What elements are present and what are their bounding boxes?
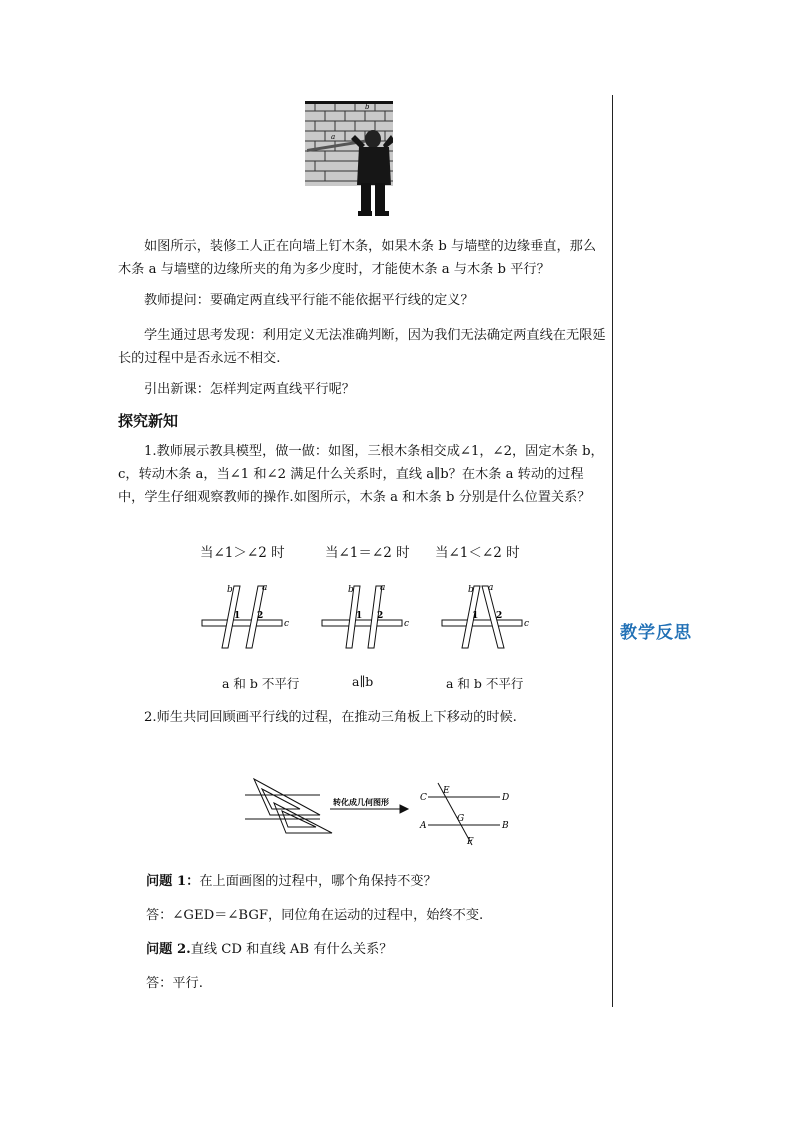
answer-1-label: 答： — [146, 908, 173, 923]
answer-2-text: 平行. — [172, 976, 203, 991]
case-3-result: a 和 b 不平行 — [446, 676, 524, 691]
arrow-label: 转化成几何图形 — [333, 797, 389, 807]
photo-label-a: a — [331, 133, 336, 141]
case-3-condition: 当∠1＜∠2 时 — [435, 545, 520, 561]
problem-1 — [146, 870, 606, 893]
fig2-label-b: b — [348, 585, 354, 595]
sticks-figure-case-1 — [200, 582, 290, 652]
problem-2-label: 问题 2. — [146, 942, 191, 957]
fig2-label-a: a — [380, 583, 386, 593]
point-E: E — [443, 786, 450, 796]
fig2-label-2: 2 — [377, 611, 384, 621]
fig3-label-2: 2 — [496, 611, 503, 621]
intro-paragraph-4: 引出新课：怎样判定两直线平行呢？ — [144, 382, 355, 397]
fig1-label-a: a — [262, 583, 268, 593]
fig2-label-c: c — [404, 619, 410, 629]
point-D: D — [502, 793, 510, 803]
answer-1 — [146, 904, 606, 927]
case-2-result: a∥b — [352, 674, 374, 689]
problem-1-text: 在上面画图的过程中，哪个角保持不变？ — [199, 874, 437, 889]
answer-2 — [146, 972, 606, 995]
worker-wall-photo — [305, 101, 393, 217]
case-2-condition: 当∠1＝∠2 时 — [325, 545, 410, 561]
fig3-label-1: 1 — [472, 611, 479, 621]
problem-1-label: 问题 1： — [146, 874, 200, 889]
fig3-label-a: a — [488, 583, 494, 593]
question-1-paragraph: 1.教师展示教具模型，做一做：如图，三根木条相交成∠1，∠2，固定木条 b，c，转动木条 a，当∠1 和∠2 满足什么关系时，直线 a∥b？在木条 a 转动的过程中，学生仔细观察教师的操作.如图所示，木条 a 和木条 b 分别是什么位置关系？ — [118, 444, 604, 505]
fig2-label-1: 1 — [356, 611, 363, 621]
case-1-condition: 当∠1＞∠2 时 — [200, 545, 285, 561]
answer-1-text: ∠GED＝∠BGF，同位角在运动的过程中，始终不变. — [172, 908, 484, 923]
intro-paragraph-2: 教师提问：要确定两直线平行能不能依据平行线的定义？ — [144, 293, 474, 308]
question-2-paragraph: 2.师生共同回顾画平行线的过程，在推动三角板上下移动的时候. — [144, 710, 517, 725]
answer-2-label: 答： — [146, 976, 173, 991]
point-A: A — [420, 821, 427, 831]
case-1-result: a 和 b 不平行 — [222, 676, 300, 691]
fig1-label-b: b — [227, 585, 233, 595]
intro-paragraph-1: 如图所示，装修工人正在向墙上钉木条，如果木条 b 与墙壁的边缘垂直，那么木条 a 与墙壁的边缘所夹的角为多少度时，才能使木条 a 与木条 b 平行？ — [118, 239, 597, 277]
parallel-lines-figure — [240, 775, 530, 847]
point-B: B — [502, 821, 509, 831]
section-heading: 探究新知 — [118, 412, 179, 430]
fig1-label-2: 2 — [257, 611, 264, 621]
sticks-figure-case-2 — [320, 582, 410, 652]
sticks-figure-case-3 — [440, 582, 530, 652]
point-C: C — [420, 793, 427, 803]
column-divider — [612, 95, 613, 1007]
photo-label-b: b — [365, 103, 370, 111]
fig3-label-b: b — [468, 585, 474, 595]
point-G: G — [457, 814, 465, 824]
problem-2-text: 直线 CD 和直线 AB 有什么关系？ — [190, 942, 393, 957]
problem-2 — [146, 938, 606, 961]
side-title-teaching-reflection: 教学反思 — [620, 623, 692, 643]
fig3-label-c: c — [524, 619, 530, 629]
fig1-label-1: 1 — [234, 611, 241, 621]
fig1-label-c: c — [284, 619, 290, 629]
point-F: F — [467, 837, 474, 847]
intro-paragraph-3: 学生通过思考发现：利用定义无法准确判断，因为我们无法确定两直线在无限延长的过程中是否永远不相交. — [118, 328, 606, 366]
